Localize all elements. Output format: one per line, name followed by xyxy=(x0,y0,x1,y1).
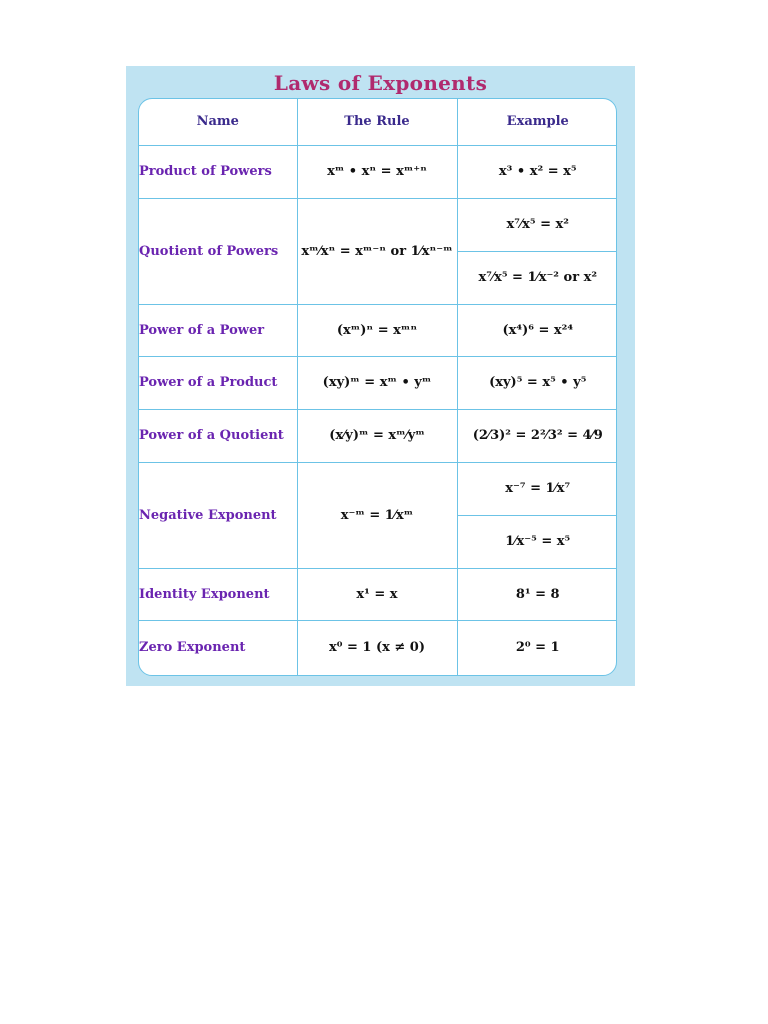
law-example: x⁷⁄x⁵ = x² xyxy=(458,199,618,252)
law-name: Power of a Quotient xyxy=(139,409,297,462)
law-example: 1⁄x⁻⁵ = x⁵ xyxy=(505,534,571,549)
law-name: Product of Powers xyxy=(139,145,297,198)
table-row xyxy=(139,356,617,409)
table-row xyxy=(139,568,617,620)
law-example: (xy)⁵ = x⁵ • y⁵ xyxy=(457,356,617,409)
header-rule: The Rule xyxy=(297,99,457,145)
table-row xyxy=(139,620,617,675)
law-name: Power of a Product xyxy=(139,356,297,409)
header-name: Name xyxy=(139,99,297,145)
poster-title: Laws of Exponents xyxy=(273,71,488,95)
law-name: Quotient of Powers xyxy=(139,198,297,304)
law-example-cell xyxy=(457,198,617,304)
law-rule: (xᵐ)ⁿ = xᵐⁿ xyxy=(297,304,457,356)
table-row xyxy=(139,145,617,198)
laws-of-exponents-poster xyxy=(126,66,635,686)
rules-table xyxy=(139,99,617,675)
law-rule: xᵐ⁄xⁿ = xᵐ⁻ⁿ or 1⁄xⁿ⁻ᵐ xyxy=(297,198,457,304)
law-example: 8¹ = 8 xyxy=(457,568,617,620)
law-rule: x¹ = x xyxy=(297,568,457,620)
header-example: Example xyxy=(457,99,617,145)
header-row xyxy=(139,99,617,145)
law-name: Negative Exponent xyxy=(139,462,297,568)
table-row xyxy=(139,409,617,462)
rules-card xyxy=(138,98,617,676)
law-example: 2⁰ = 1 xyxy=(457,620,617,675)
law-example: (x⁴)⁶ = x²⁴ xyxy=(457,304,617,356)
law-name: Identity Exponent xyxy=(139,568,297,620)
law-name: Zero Exponent xyxy=(139,620,297,675)
law-rule: x⁰ = 1 (x ≠ 0) xyxy=(297,620,457,675)
law-example: x³ • x² = x⁵ xyxy=(457,145,617,198)
law-example-cell xyxy=(457,462,617,568)
table-row xyxy=(139,304,617,356)
law-rule: (xy)ᵐ = xᵐ • yᵐ xyxy=(297,356,457,409)
law-example: (2⁄3)² = 2²⁄3² = 4⁄9 xyxy=(457,409,617,462)
law-rule: xᵐ • xⁿ = xᵐ⁺ⁿ xyxy=(297,145,457,198)
law-name: Power of a Power xyxy=(139,304,297,356)
law-example: x⁻⁷ = 1⁄x⁷ xyxy=(458,463,618,516)
law-example: x⁷⁄x⁵ = 1⁄x⁻² or x² xyxy=(478,270,598,285)
law-rule: x⁻ᵐ = 1⁄xᵐ xyxy=(297,462,457,568)
law-rule: (x⁄y)ᵐ = xᵐ⁄yᵐ xyxy=(297,409,457,462)
table-row xyxy=(139,198,617,304)
table-row xyxy=(139,462,617,568)
